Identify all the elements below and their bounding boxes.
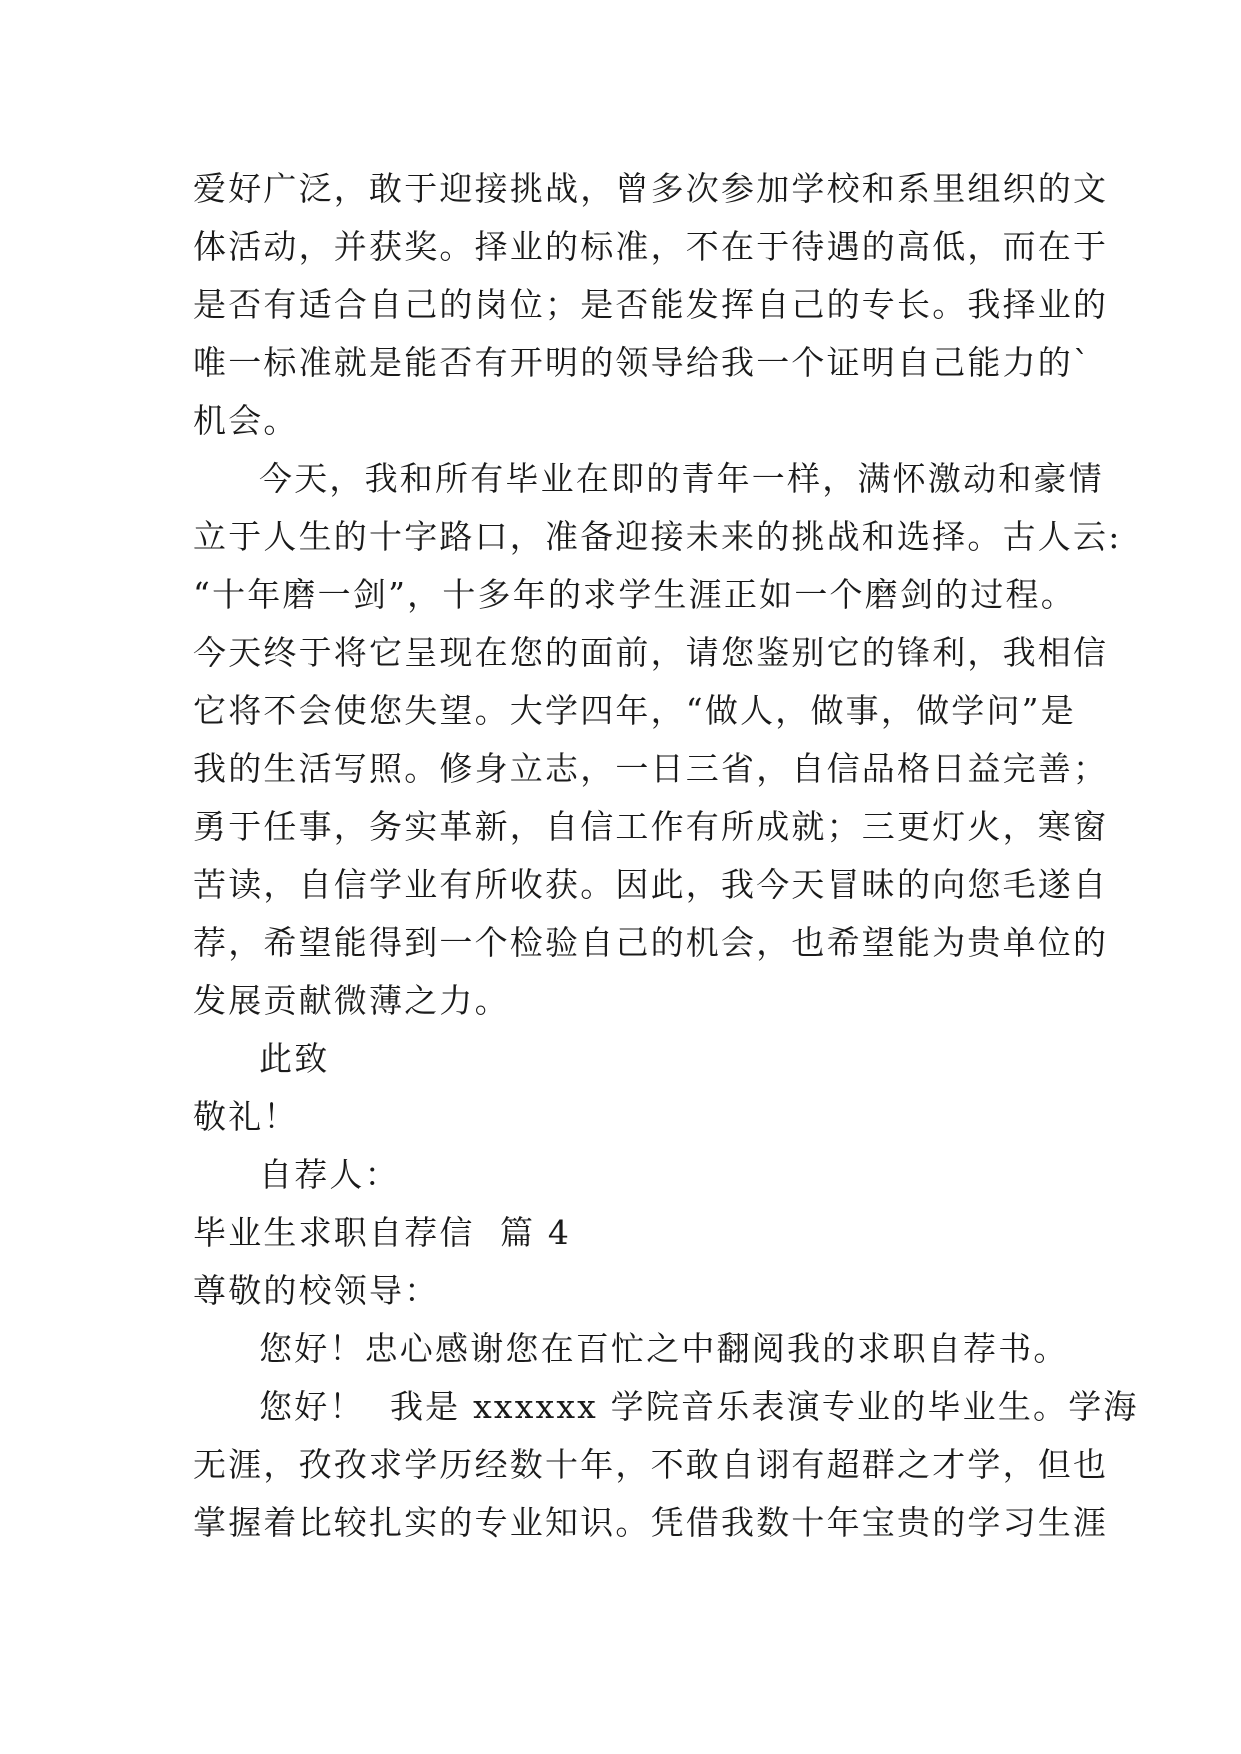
text-line: 今天终于将它呈现在您的面前，请您鉴别它的锋利，我相信 [193,633,1109,672]
text-line: 苦读，自信学业有所收获。因此，我今天冒昧的向您毛遂自 [193,865,1109,904]
section-title [193,1204,1055,1262]
text-line: 掌握着比较扎实的专业知识。凭借我数十年宝贵的学习生涯 [193,1503,1109,1542]
text-line: 今天，我和所有毕业在即的青年一样，满怀激动和豪情 [259,459,1104,498]
paragraph-today [193,450,1122,1030]
text-line: 勇于任事，务实革新，自信工作有所成就；三更灯火，寒窗 [193,807,1109,846]
paragraph-hobbies [193,160,1109,450]
closing-line: 此致 [259,1039,330,1078]
text-line: 发展贡献微薄之力。 [193,981,510,1020]
closing-cizhi [193,1030,1055,1088]
closing-line: 敬礼！ [193,1097,299,1136]
text-line: 您好！ 我是 xxxxxx 学院音乐表演专业的毕业生。学海 [259,1387,1139,1426]
text-line: “十年磨一剑”，十多年的求学生涯正如一个磨剑的过程。 [193,575,1076,614]
text-line: 立于人生的十字路口，准备迎接未来的挑战和选择。古人云: [193,517,1122,556]
text-line: 您好！忠心感谢您在百忙之中翻阅我的求职自荐书。 [259,1329,1069,1368]
text-line: 体活动，并获奖。择业的标准，不在于待遇的高低，而在于 [193,227,1109,266]
salutation [193,1262,1055,1320]
salutation-text: 尊敬的校领导： [193,1271,440,1310]
text-line: 是否有适合自己的岗位；是否能发挥自己的专长。我择业的 [193,285,1109,324]
text-line: 它将不会使您失望。大学四年，“做人，做事，做学问”是 [193,691,1076,730]
text-line: 无涯，孜孜求学历经数十年，不敢自诩有超群之才学，但也 [193,1445,1109,1484]
closing-jingli [193,1088,1055,1146]
signature-line: 自荐人： [259,1155,400,1194]
text-line: 机会。 [193,401,299,440]
signature [193,1146,1055,1204]
text-line: 我的生活写照。修身立志，一日三省，自信品格日益完善； [193,749,1109,788]
document-body [193,160,1139,1552]
paragraph-intro [193,1378,1139,1552]
section-title-text: 毕业生求职自荐信 篇 4 [193,1213,572,1252]
paragraph-greeting [193,1320,1069,1378]
text-line: 唯一标准就是能否有开明的领导给我一个证明自己能力的` [193,343,1092,382]
text-line: 爱好广泛，敢于迎接挑战，曾多次参加学校和系里组织的文 [193,169,1109,208]
text-line: 荐，希望能得到一个检验自己的机会，也希望能为贵单位的 [193,923,1109,962]
